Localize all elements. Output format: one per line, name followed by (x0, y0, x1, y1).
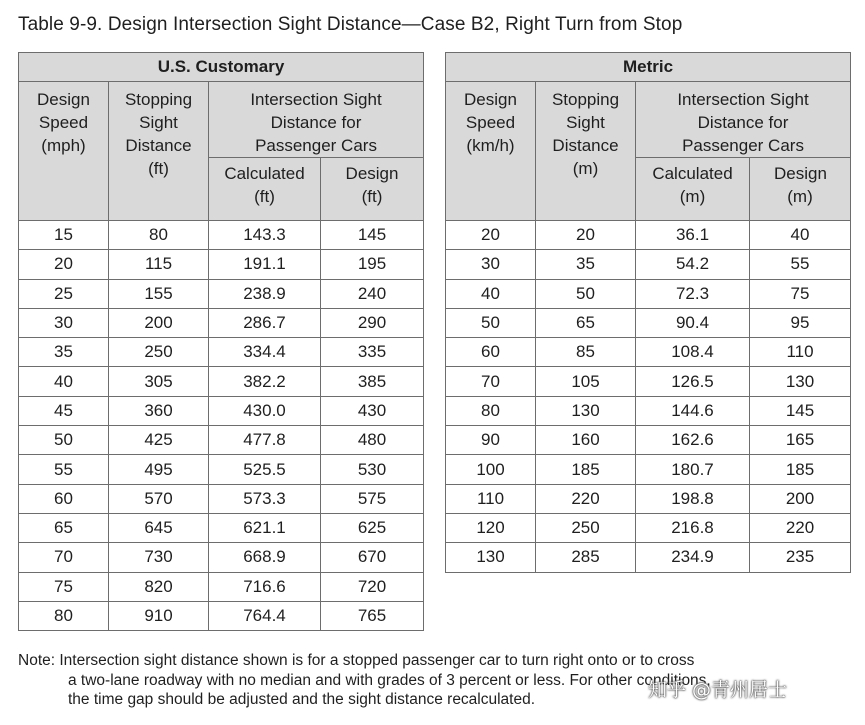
table-cell: 60 (19, 484, 109, 513)
table-cell: 30 (446, 250, 536, 279)
table-cell: 820 (109, 572, 209, 601)
table-cell: 90.4 (636, 308, 750, 337)
table-cell: 360 (109, 396, 209, 425)
table-cell: 220 (536, 484, 636, 513)
table-cell: 234.9 (636, 543, 750, 572)
table-cell: 100 (446, 455, 536, 484)
table-row (19, 221, 424, 250)
table-cell: 80 (446, 396, 536, 425)
table-cell: 30 (19, 308, 109, 337)
table-cell: 185 (750, 455, 851, 484)
table-cell: 145 (750, 396, 851, 425)
table-cell: 195 (321, 250, 424, 279)
table-cell: 145 (321, 221, 424, 250)
table-cell: 162.6 (636, 426, 750, 455)
table-cell: 720 (321, 572, 424, 601)
table-cell: 70 (19, 543, 109, 572)
table-cell: 286.7 (209, 308, 321, 337)
table-cell: 198.8 (636, 484, 750, 513)
table-cell: 20 (536, 221, 636, 250)
table-cell: 191.1 (209, 250, 321, 279)
table-cell: 185 (536, 455, 636, 484)
table-cell: 130 (750, 367, 851, 396)
table-cell: 730 (109, 543, 209, 572)
table-cell: 160 (536, 426, 636, 455)
table-row (19, 367, 424, 396)
table-cell: 495 (109, 455, 209, 484)
table-cell: 80 (19, 601, 109, 630)
table-cell: 155 (109, 279, 209, 308)
table-cell: 764.4 (209, 601, 321, 630)
table-cell: 50 (536, 279, 636, 308)
table-cell: 60 (446, 338, 536, 367)
table-cell: 36.1 (636, 221, 750, 250)
table-cell: 765 (321, 601, 424, 630)
table-cell: 220 (750, 513, 851, 542)
table-cell: 621.1 (209, 513, 321, 542)
table-cell: 40 (19, 367, 109, 396)
metric-isd-header: Intersection Sight Distance for Passenger Cars (636, 82, 851, 158)
metric-calculated-header: Calculated (m) (636, 158, 750, 221)
table-row (446, 543, 851, 572)
table-cell: 75 (750, 279, 851, 308)
table-title: Table 9-9. Design Intersection Sight Distance—Case B2, Right Turn from Stop (18, 14, 683, 35)
table-row (446, 308, 851, 337)
table-cell: 165 (750, 426, 851, 455)
table-cell: 35 (536, 250, 636, 279)
table-cell: 45 (19, 396, 109, 425)
table-cell: 216.8 (636, 513, 750, 542)
table-cell: 250 (109, 338, 209, 367)
table-row (446, 396, 851, 425)
table-cell: 530 (321, 455, 424, 484)
table-cell: 430.0 (209, 396, 321, 425)
table-cell: 130 (446, 543, 536, 572)
us-group-header: U.S. Customary (19, 53, 424, 82)
table-row (19, 250, 424, 279)
table-row (19, 455, 424, 484)
note-line-2: a two-lane roadway with no median and with grades of 3 percent or less. For other conditions, (68, 671, 711, 689)
table-cell: 65 (19, 513, 109, 542)
table-cell: 910 (109, 601, 209, 630)
table-cell: 70 (446, 367, 536, 396)
table-cell: 430 (321, 396, 424, 425)
table-cell: 65 (536, 308, 636, 337)
table-cell: 668.9 (209, 543, 321, 572)
table-cell: 40 (750, 221, 851, 250)
table-row (19, 543, 424, 572)
us-calculated-header: Calculated (ft) (209, 158, 321, 221)
table-cell: 115 (109, 250, 209, 279)
table-cell: 110 (446, 484, 536, 513)
table-row (446, 426, 851, 455)
table-cell: 240 (321, 279, 424, 308)
table-cell: 126.5 (636, 367, 750, 396)
table-row (19, 601, 424, 630)
metric-group-header: Metric (446, 53, 851, 82)
note-line-3: the time gap should be adjusted and the sight distance recalculated. (68, 691, 536, 708)
metric-table-body (446, 221, 851, 573)
table-cell: 305 (109, 367, 209, 396)
table-cell: 95 (750, 308, 851, 337)
table-cell: 716.6 (209, 572, 321, 601)
table-cell: 570 (109, 484, 209, 513)
table-cell: 90 (446, 426, 536, 455)
table-cell: 290 (321, 308, 424, 337)
table-row (19, 308, 424, 337)
table-cell: 200 (109, 308, 209, 337)
table-row (446, 250, 851, 279)
table-cell: 72.3 (636, 279, 750, 308)
table-cell: 385 (321, 367, 424, 396)
table-cell: 285 (536, 543, 636, 572)
table-row (446, 221, 851, 250)
table-cell: 20 (446, 221, 536, 250)
table-cell: 250 (536, 513, 636, 542)
table-row (19, 338, 424, 367)
table-row (446, 338, 851, 367)
watermark: 知乎 @青州居士 (648, 679, 788, 701)
table-cell: 110 (750, 338, 851, 367)
table-cell: 645 (109, 513, 209, 542)
table-cell: 525.5 (209, 455, 321, 484)
us-stopping-header: Stopping Sight Distance (ft) (109, 82, 209, 221)
table-cell: 50 (446, 308, 536, 337)
table-cell: 20 (19, 250, 109, 279)
table-cell: 238.9 (209, 279, 321, 308)
table-cell: 335 (321, 338, 424, 367)
us-customary-table (18, 52, 424, 631)
table-cell: 50 (19, 426, 109, 455)
table-cell: 670 (321, 543, 424, 572)
table-cell: 144.6 (636, 396, 750, 425)
table-cell: 40 (446, 279, 536, 308)
table-cell: 625 (321, 513, 424, 542)
table-row (446, 484, 851, 513)
table-row (446, 455, 851, 484)
note-line-1: Note: Intersection sight distance shown is for a stopped passenger car to turn right onto or to cross (18, 652, 695, 669)
table-cell: 130 (536, 396, 636, 425)
table-cell: 382.2 (209, 367, 321, 396)
table-cell: 54.2 (636, 250, 750, 279)
table-cell: 80 (109, 221, 209, 250)
table-row (19, 279, 424, 308)
table-cell: 575 (321, 484, 424, 513)
table-cell: 477.8 (209, 426, 321, 455)
us-design-speed-header: Design Speed (mph) (19, 82, 109, 221)
table-row (19, 396, 424, 425)
table-cell: 143.3 (209, 221, 321, 250)
table-cell: 334.4 (209, 338, 321, 367)
table-cell: 200 (750, 484, 851, 513)
table-cell: 35 (19, 338, 109, 367)
us-table-body (19, 221, 424, 631)
us-isd-header: Intersection Sight Distance for Passenger Cars (209, 82, 424, 158)
table-row (446, 513, 851, 542)
table-row (446, 367, 851, 396)
us-design-header: Design (ft) (321, 158, 424, 221)
table-cell: 120 (446, 513, 536, 542)
table-cell: 180.7 (636, 455, 750, 484)
metric-design-header: Design (m) (750, 158, 851, 221)
table-cell: 480 (321, 426, 424, 455)
table-row (446, 279, 851, 308)
metric-design-speed-header: Design Speed (km/h) (446, 82, 536, 221)
table-row (19, 426, 424, 455)
table-row (19, 484, 424, 513)
table-cell: 55 (19, 455, 109, 484)
table-cell: 25 (19, 279, 109, 308)
table-cell: 55 (750, 250, 851, 279)
table-cell: 85 (536, 338, 636, 367)
metric-table (445, 52, 851, 573)
metric-stopping-header: Stopping Sight Distance (m) (536, 82, 636, 221)
table-cell: 105 (536, 367, 636, 396)
table-cell: 235 (750, 543, 851, 572)
table-cell: 75 (19, 572, 109, 601)
table-row (19, 572, 424, 601)
table-cell: 15 (19, 221, 109, 250)
table-row (19, 513, 424, 542)
table-cell: 108.4 (636, 338, 750, 367)
table-cell: 425 (109, 426, 209, 455)
table-cell: 573.3 (209, 484, 321, 513)
